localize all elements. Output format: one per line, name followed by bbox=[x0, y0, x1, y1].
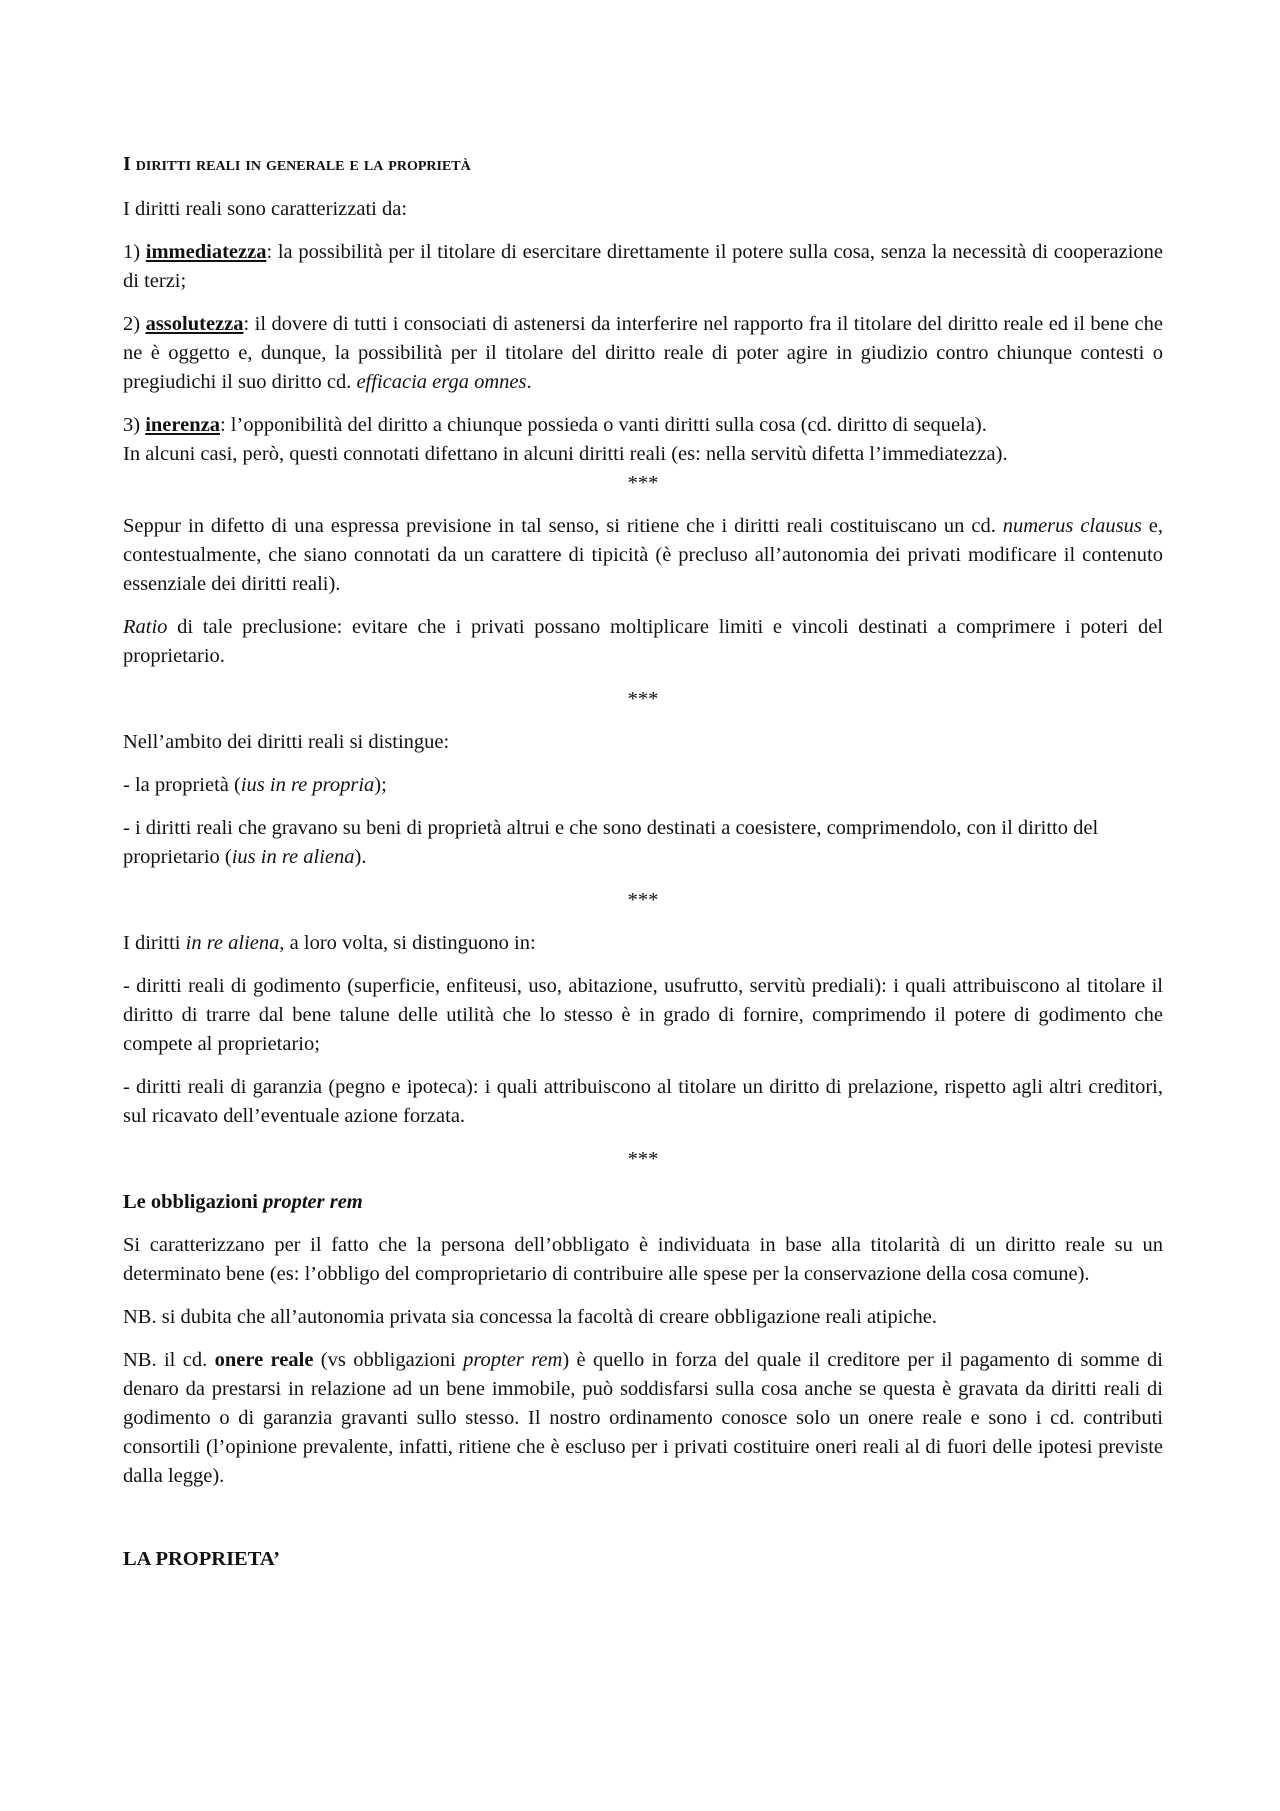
separator: *** bbox=[627, 688, 659, 710]
ratio-paragraph: Ratio di tale preclusione: evitare che i privati possano moltiplicare limiti e vincoli destinati a comprimere i poteri del proprietario. bbox=[123, 616, 1163, 667]
separator: *** bbox=[627, 889, 659, 911]
obbligazioni-heading: Le obbligazioni propter rem bbox=[123, 1191, 363, 1213]
numerus-clausus-paragraph: Seppur in difetto di una espressa previsione in tal senso, si ritiene che i diritti reali costituiscano un cd. numerus clausus e, contestualmente, che siano connotati da un carattere di tipicità (è precluso all’autonomia dei privati modificare il contenuto essenziale dei diritti reali). bbox=[123, 515, 1163, 595]
list-item-godimento: - diritti reali di godimento (superficie, enfiteusi, uso, abitazione, usufrutto, servitù prediali): i quali attribuiscono al titolare il diritto di trarre dal bene talune delle utilità che lo stesso è in grado di fornire, comprimendo il potere di godimento che compete al proprietario; bbox=[123, 975, 1163, 1055]
section-heading: I diritti reali in generale e la proprietà bbox=[123, 153, 471, 175]
exceptions-paragraph: In alcuni casi, però, questi connotati difettano in alcuni diritti reali (es: nella servitù difetta l’immediatezza). bbox=[123, 443, 1008, 465]
list-item-proprieta: - la proprietà (ius in re propria); bbox=[123, 774, 387, 796]
intro-paragraph: I diritti reali sono caratterizzati da: bbox=[123, 198, 408, 220]
distingue-paragraph: Nell’ambito dei diritti reali si distingue: bbox=[123, 731, 450, 753]
item-assolutezza: 2) assolutezza: il dovere di tutti i consociati di astenersi da interferire nel rapporto fra il titolare del diritto reale ed il bene che ne è oggetto e, dunque, la possibilità per il titolare del diritto reale di poter agire in giudizio contro chiunque contesti o pregiudichi il suo diritto cd. efficacia erga omnes. bbox=[123, 313, 1164, 393]
separator: *** bbox=[627, 472, 659, 494]
nb2-paragraph: NB. il cd. onere reale (vs obbligazioni propter rem) è quello in forza del quale il creditore per il pagamento di somme di denaro da prestarsi in relazione ad un bene immobile, può soddisfarsi sulla cosa anche se questa è gravata da diritti reali di godimento o di garanzia gravanti sullo stesso. Il nostro ordinamento conosce solo un onere reale e sono i cd. contributi consortili (l’opinione prevalente, infatti, ritiene che è escluso per i privati costituire oneri reali al di fuori delle ipotesi previste dalla legge). bbox=[123, 1349, 1163, 1487]
la-proprieta-heading: LA PROPRIETA’ bbox=[123, 1548, 280, 1570]
obbligazioni-paragraph: Si caratterizzano per il fatto che la persona dell’obbligato è individuata in base alla titolarità di un diritto reale su un determinato bene (es: l’obbligo del comproprietario di contribuire alle spese per la conservazione della cosa comune). bbox=[123, 1234, 1163, 1285]
document-page bbox=[123, 150, 1163, 1588]
nb1-paragraph: NB. si dubita che all’autonomia privata sia concessa la facoltà di creare obbligazione reali atipiche. bbox=[123, 1306, 937, 1328]
list-item-aliena: - i diritti reali che gravano su beni di proprietà altrui e che sono destinati a coesistere, comprimendolo, con il diritto del proprietario (ius in re aliena). bbox=[123, 817, 1099, 868]
separator: *** bbox=[627, 1148, 659, 1170]
distinguono-paragraph: I diritti in re aliena, a loro volta, si distinguono in: bbox=[123, 932, 536, 954]
item-inerenza: 3) inerenza: l’opponibilità del diritto a chiunque possieda o vanti diritti sulla cosa (cd. diritto di sequela). bbox=[123, 414, 987, 436]
item-immediatezza: 1) immediatezza: la possibilità per il titolare di esercitare direttamente il potere sulla cosa, senza la necessità di cooperazione di terzi; bbox=[123, 241, 1163, 292]
list-item-garanzia: - diritti reali di garanzia (pegno e ipoteca): i quali attribuiscono al titolare un diritto di prelazione, rispetto agli altri creditori, sul ricavato dell’eventuale azione forzata. bbox=[123, 1076, 1163, 1127]
